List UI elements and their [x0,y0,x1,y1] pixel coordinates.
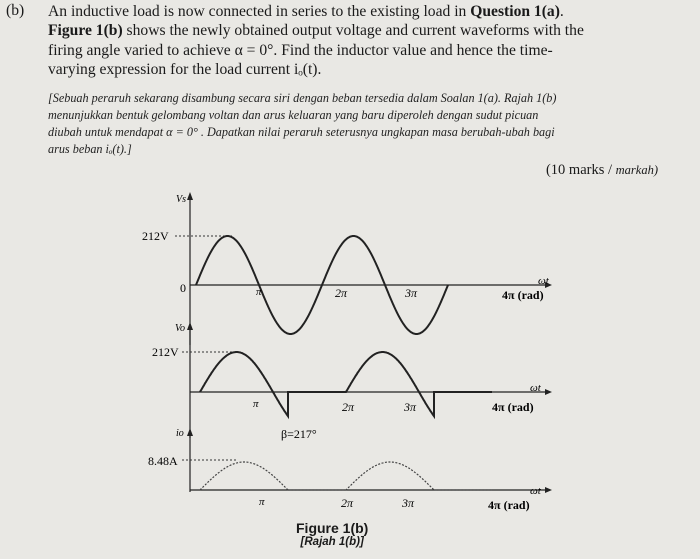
io-panel [148,428,552,512]
vo-2pi-label: 2π [342,400,355,414]
vo-3pi-label: 3π [404,400,417,414]
io-omega-t-label: ωt [530,485,541,497]
translation-line-2: menunjukkan bentuk gelombang voltan dan arus keluaran yang baru diperoleh dengan sudut picuan [48,108,539,122]
vo-y-arrow [187,322,193,330]
io-peak-label: 8.48A [148,454,178,468]
vs-peak-label: 212V [142,229,169,243]
vo-panel [152,322,552,441]
caption-malay: [Rajah 1(b)] [300,536,364,548]
figure-ref: Figure 1(b) [48,22,123,40]
vo-pi-label: π [253,398,259,410]
vs-4pi-label: 4π (rad) [502,288,544,302]
question-line-3: firing angle varied to achieve α = 0°. Find the inductor value and hence the time- [48,41,553,59]
vo-x-arrow [545,389,552,395]
vs-axis-label: Vs [176,194,186,205]
beta-label: β=217° [281,427,317,441]
io-y-arrow [187,428,193,436]
io-pi-label: π [259,496,265,508]
vs-zero-label: 0 [180,281,186,295]
io-3pi-label: 3π [402,496,415,510]
io-x-arrow [545,487,552,493]
io-4pi-label: 4π (rad) [488,498,530,512]
vo-omega-t-label: ωt [530,382,541,394]
vo-axis-label: Vo [175,323,185,334]
figure-caption [296,520,368,548]
vs-omega-t-label: ωt [538,275,549,287]
question-line-1: An inductive load is now connected in series to the existing load in Question 1(a). [48,3,564,20]
vo-peak-label: 212V [152,345,179,359]
io-2pi-label: 2π [341,496,354,510]
question-ref: Question 1(a) [470,3,560,20]
question-line-2: Figure 1(b) shows the newly obtained output voltage and current waveforms with the [48,22,584,40]
question-line-4: varying expression for the load current iₒ(t). [48,60,322,78]
vo-4pi-label: 4π (rad) [492,400,534,414]
vs-y-arrow [187,192,193,200]
marks-label: (10 marks / markah) [545,162,658,178]
vs-pi-label: π [256,286,262,298]
io-axis-label: io [176,428,184,439]
vs-3pi-label: 3π [405,286,418,300]
question-number: (b) [6,2,25,19]
vs-2pi-label: 2π [335,286,348,300]
io-current-wave [200,462,492,490]
translation-line-3: diubah untuk mendapat α = 0° . Dapatkan nilai peraruh seterusnya ungkapan masa berubah-ubah bagi [48,125,555,139]
caption-english: Figure 1(b) [296,520,369,536]
translation-line-1: [Sebuah perаruh sekarang disambung secara siri dengan beban tersedia dalam Soalan 1(a). Rajah 1(b) [48,91,557,105]
translation-line-4: arus beban iₒ(t).] [48,142,132,156]
vs-panel [142,192,552,345]
